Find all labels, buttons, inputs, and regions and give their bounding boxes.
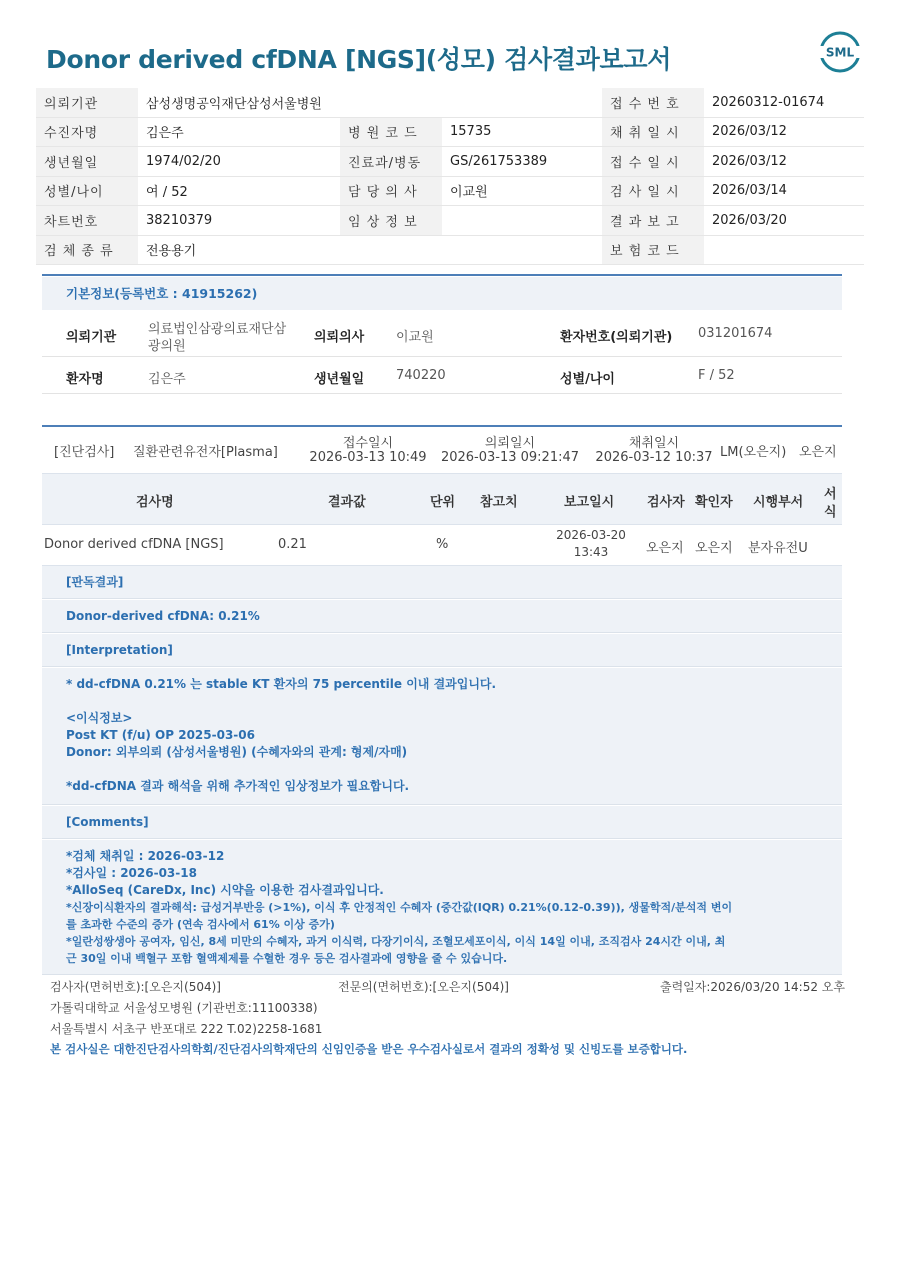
- dob-label: 생년월일: [36, 147, 138, 177]
- sml-logo: [818, 30, 862, 74]
- judgement-result: Donor-derived cfDNA: 0.21%: [42, 600, 842, 633]
- comment-line-2: *검사일 : 2026-03-18: [66, 866, 197, 880]
- insurance-label: 보 험 코 드: [602, 235, 704, 265]
- comment-line-7: 근 30일 이내 백혈구 포함 혈액제제를 수혈한 경우 등은 검사결과에 영향을 줄 수 있습니다.: [66, 952, 508, 965]
- result-checker: 오은지: [695, 541, 733, 556]
- footer-tester: 검사자(면허번호):[오은지(504)]: [50, 980, 221, 994]
- comments-heading: [Comments]: [42, 806, 842, 839]
- result-report-time: 13:43: [573, 545, 609, 559]
- col-ref: 참고치: [480, 495, 518, 510]
- col-form-2: 식: [824, 505, 837, 520]
- patient-name: 김은주: [138, 117, 340, 147]
- test-summary: [42, 428, 842, 470]
- comment-line-1: *검체 채취일 : 2026-03-12: [66, 849, 225, 863]
- footer-printed: 출력일자:2026/03/20 14:52 오후: [660, 980, 845, 994]
- receive-date: 2026/03/12: [704, 147, 864, 177]
- test-category: [진단검사]: [54, 445, 115, 460]
- chart-no-label: 차트번호: [36, 206, 138, 236]
- col-test-name: 검사명: [136, 495, 174, 510]
- interp-spacer-1: [66, 693, 842, 710]
- result-value: 0.21: [278, 537, 307, 552]
- col-unit: 단위: [430, 495, 456, 510]
- test-receipt: 2026-03-13 10:49: [309, 450, 427, 465]
- result-name: Donor derived cfDNA [NGS]: [44, 537, 224, 552]
- ordering-institution-label: 의뢰기관: [36, 88, 138, 117]
- receipt-no-label: 접 수 번 호: [602, 88, 704, 117]
- basic-patient: 김은주: [148, 372, 186, 387]
- basic-inst-line1: 의료법인삼광의료재단삼: [148, 322, 287, 337]
- col-report-date: 보고일시: [564, 495, 615, 510]
- header-info-table: [36, 88, 864, 265]
- report-date: 2026/03/20: [704, 206, 864, 236]
- test-lm: LM(오은지): [720, 445, 787, 460]
- basic-info-rule: [42, 274, 842, 276]
- clinical-info-label: 임 상 정 보: [340, 206, 442, 236]
- ordering-institution: 삼성생명공익재단삼성서울병원: [138, 88, 602, 117]
- result-dept: 분자유전U: [748, 541, 808, 556]
- test-rule: [42, 425, 842, 427]
- basic-inst-line2: 광의원: [148, 339, 186, 354]
- receive-date-label: 접 수 일 시: [602, 147, 704, 177]
- basic-patient-no-label: 환자번호(의뢰기관): [560, 330, 673, 345]
- basic-inst-label: 의뢰기관: [66, 330, 117, 345]
- test-person: 오은지: [799, 445, 837, 460]
- sex-age-label: 성별/나이: [36, 176, 138, 206]
- test-date: 2026/03/14: [704, 176, 864, 206]
- patient-label: 수진자명: [36, 117, 138, 147]
- result-report-date: 2026-03-20: [556, 528, 626, 542]
- comment-line-4: *신장이식환자의 결과해석: 급성거부반응 (>1%), 이식 후 안정적인 수혜자 (중간값(IQR) 0.21%(0.12-0.39)), 생물학적/분석적 변이: [66, 901, 733, 914]
- basic-dob-label: 생년월일: [314, 372, 365, 387]
- clinical-info: [442, 206, 602, 236]
- basic-info: [42, 312, 842, 394]
- basic-patient-no: 031201674: [698, 326, 773, 341]
- comment-line-5: 를 초과한 수준의 증가 (연속 검사에서 61% 이상 증가): [66, 918, 335, 931]
- judgement-heading: [판독결과]: [42, 566, 842, 599]
- col-value: 결과값: [328, 495, 366, 510]
- dept-label: 진료과/병동: [340, 147, 442, 177]
- dept: GS/261753389: [442, 147, 602, 177]
- basic-sex-label: 성별/나이: [560, 372, 615, 387]
- test-date-label: 검 사 일 시: [602, 176, 704, 206]
- basic-info-row-2: [42, 357, 842, 394]
- interp-line-2: <이식정보>: [66, 711, 133, 725]
- comment-line-6: *일란성쌍생아 공여자, 임신, 8세 미만의 수혜자, 과거 이식력, 다장기이식, 조혈모세포이식, 이식 14일 이내, 조직검사 24시간 이내, 최: [66, 935, 726, 948]
- result-column-header: [42, 473, 842, 525]
- specimen: 전용용기: [138, 235, 602, 265]
- receipt-no: 20260312-01674: [704, 88, 864, 117]
- basic-doctor: 이교원: [396, 330, 434, 345]
- report-title: Donor derived cfDNA [NGS](성모) 검사결과보고서: [46, 45, 672, 74]
- basic-dob: 740220: [396, 368, 446, 383]
- test-name: 질환관련유전자[Plasma]: [133, 445, 278, 460]
- test-order-label: 의뢰일시: [484, 436, 536, 451]
- result-row: [42, 524, 842, 566]
- report-date-label: 결 과 보 고: [602, 206, 704, 236]
- insurance: [704, 235, 864, 265]
- comments-body: [42, 840, 842, 975]
- specimen-label: 검 체 종 류: [36, 235, 138, 265]
- basic-info-heading: 기본정보(등록번호 : 41915262): [42, 277, 842, 310]
- footer-lab: 가톨릭대학교 서울성모병원 (기관번호:11100338): [50, 1001, 318, 1015]
- interp-line-3: Post KT (f/u) OP 2025-03-06: [66, 728, 255, 742]
- footer-address: 서울특별시 서초구 반포대로 222 T.02)2258-1681: [50, 1022, 323, 1036]
- basic-info-row-1: [42, 312, 842, 357]
- doctor-label: 담 당 의 사: [340, 176, 442, 206]
- doctor: 이교원: [442, 176, 602, 206]
- test-collect: 2026-03-12 10:37: [595, 450, 713, 465]
- comment-line-3: *AlloSeq (CareDx, Inc) 시약을 이용한 검사결과입니다.: [66, 883, 384, 897]
- test-order: 2026-03-13 09:21:47: [440, 450, 580, 465]
- footer-specialist: 전문의(면허번호):[오은지(504)]: [338, 980, 509, 994]
- col-form-1: 서: [824, 487, 837, 502]
- basic-doctor-label: 의뢰의사: [314, 330, 365, 345]
- result-tester: 오은지: [646, 541, 684, 556]
- interpretation-body: [42, 668, 842, 805]
- collect-date: 2026/03/12: [704, 117, 864, 147]
- result-unit: %: [436, 537, 449, 552]
- basic-patient-label: 환자명: [66, 372, 104, 387]
- dob: 1974/02/20: [138, 147, 340, 177]
- basic-sex: F / 52: [698, 368, 735, 383]
- chart-no: 38210379: [138, 206, 340, 236]
- interp-line-4: Donor: 외부의뢰 (삼성서울병원) (수혜자와의 관계: 형제/자매): [66, 745, 408, 759]
- collect-date-label: 채 취 일 시: [602, 117, 704, 147]
- col-dept: 시행부서: [753, 495, 804, 510]
- hospital-code-label: 병 원 코 드: [340, 117, 442, 147]
- interp-spacer-2: [66, 761, 842, 778]
- col-tester: 검사자: [647, 495, 685, 510]
- footer-certification: 본 검사실은 대한진단검사의학회/진단검사의학재단의 신임인증을 받은 우수검사실로서 결과의 정확성 및 신빙도를 보증합니다.: [50, 1042, 688, 1056]
- hospital-code: 15735: [442, 117, 602, 147]
- sex-age: 여 / 52: [138, 176, 340, 206]
- interpretation-heading: [Interpretation]: [42, 634, 842, 667]
- interp-line-1: * dd-cfDNA 0.21% 는 stable KT 환자의 75 percentile 이내 결과입니다.: [66, 677, 497, 691]
- col-checker: 확인자: [695, 495, 733, 510]
- test-collect-label: 채취일시: [628, 436, 680, 451]
- test-receipt-label: 접수일시: [342, 436, 394, 451]
- interp-line-5: *dd-cfDNA 결과 해석을 위해 추가적인 임상정보가 필요합니다.: [66, 779, 410, 793]
- logo-text: SML: [825, 45, 855, 60]
